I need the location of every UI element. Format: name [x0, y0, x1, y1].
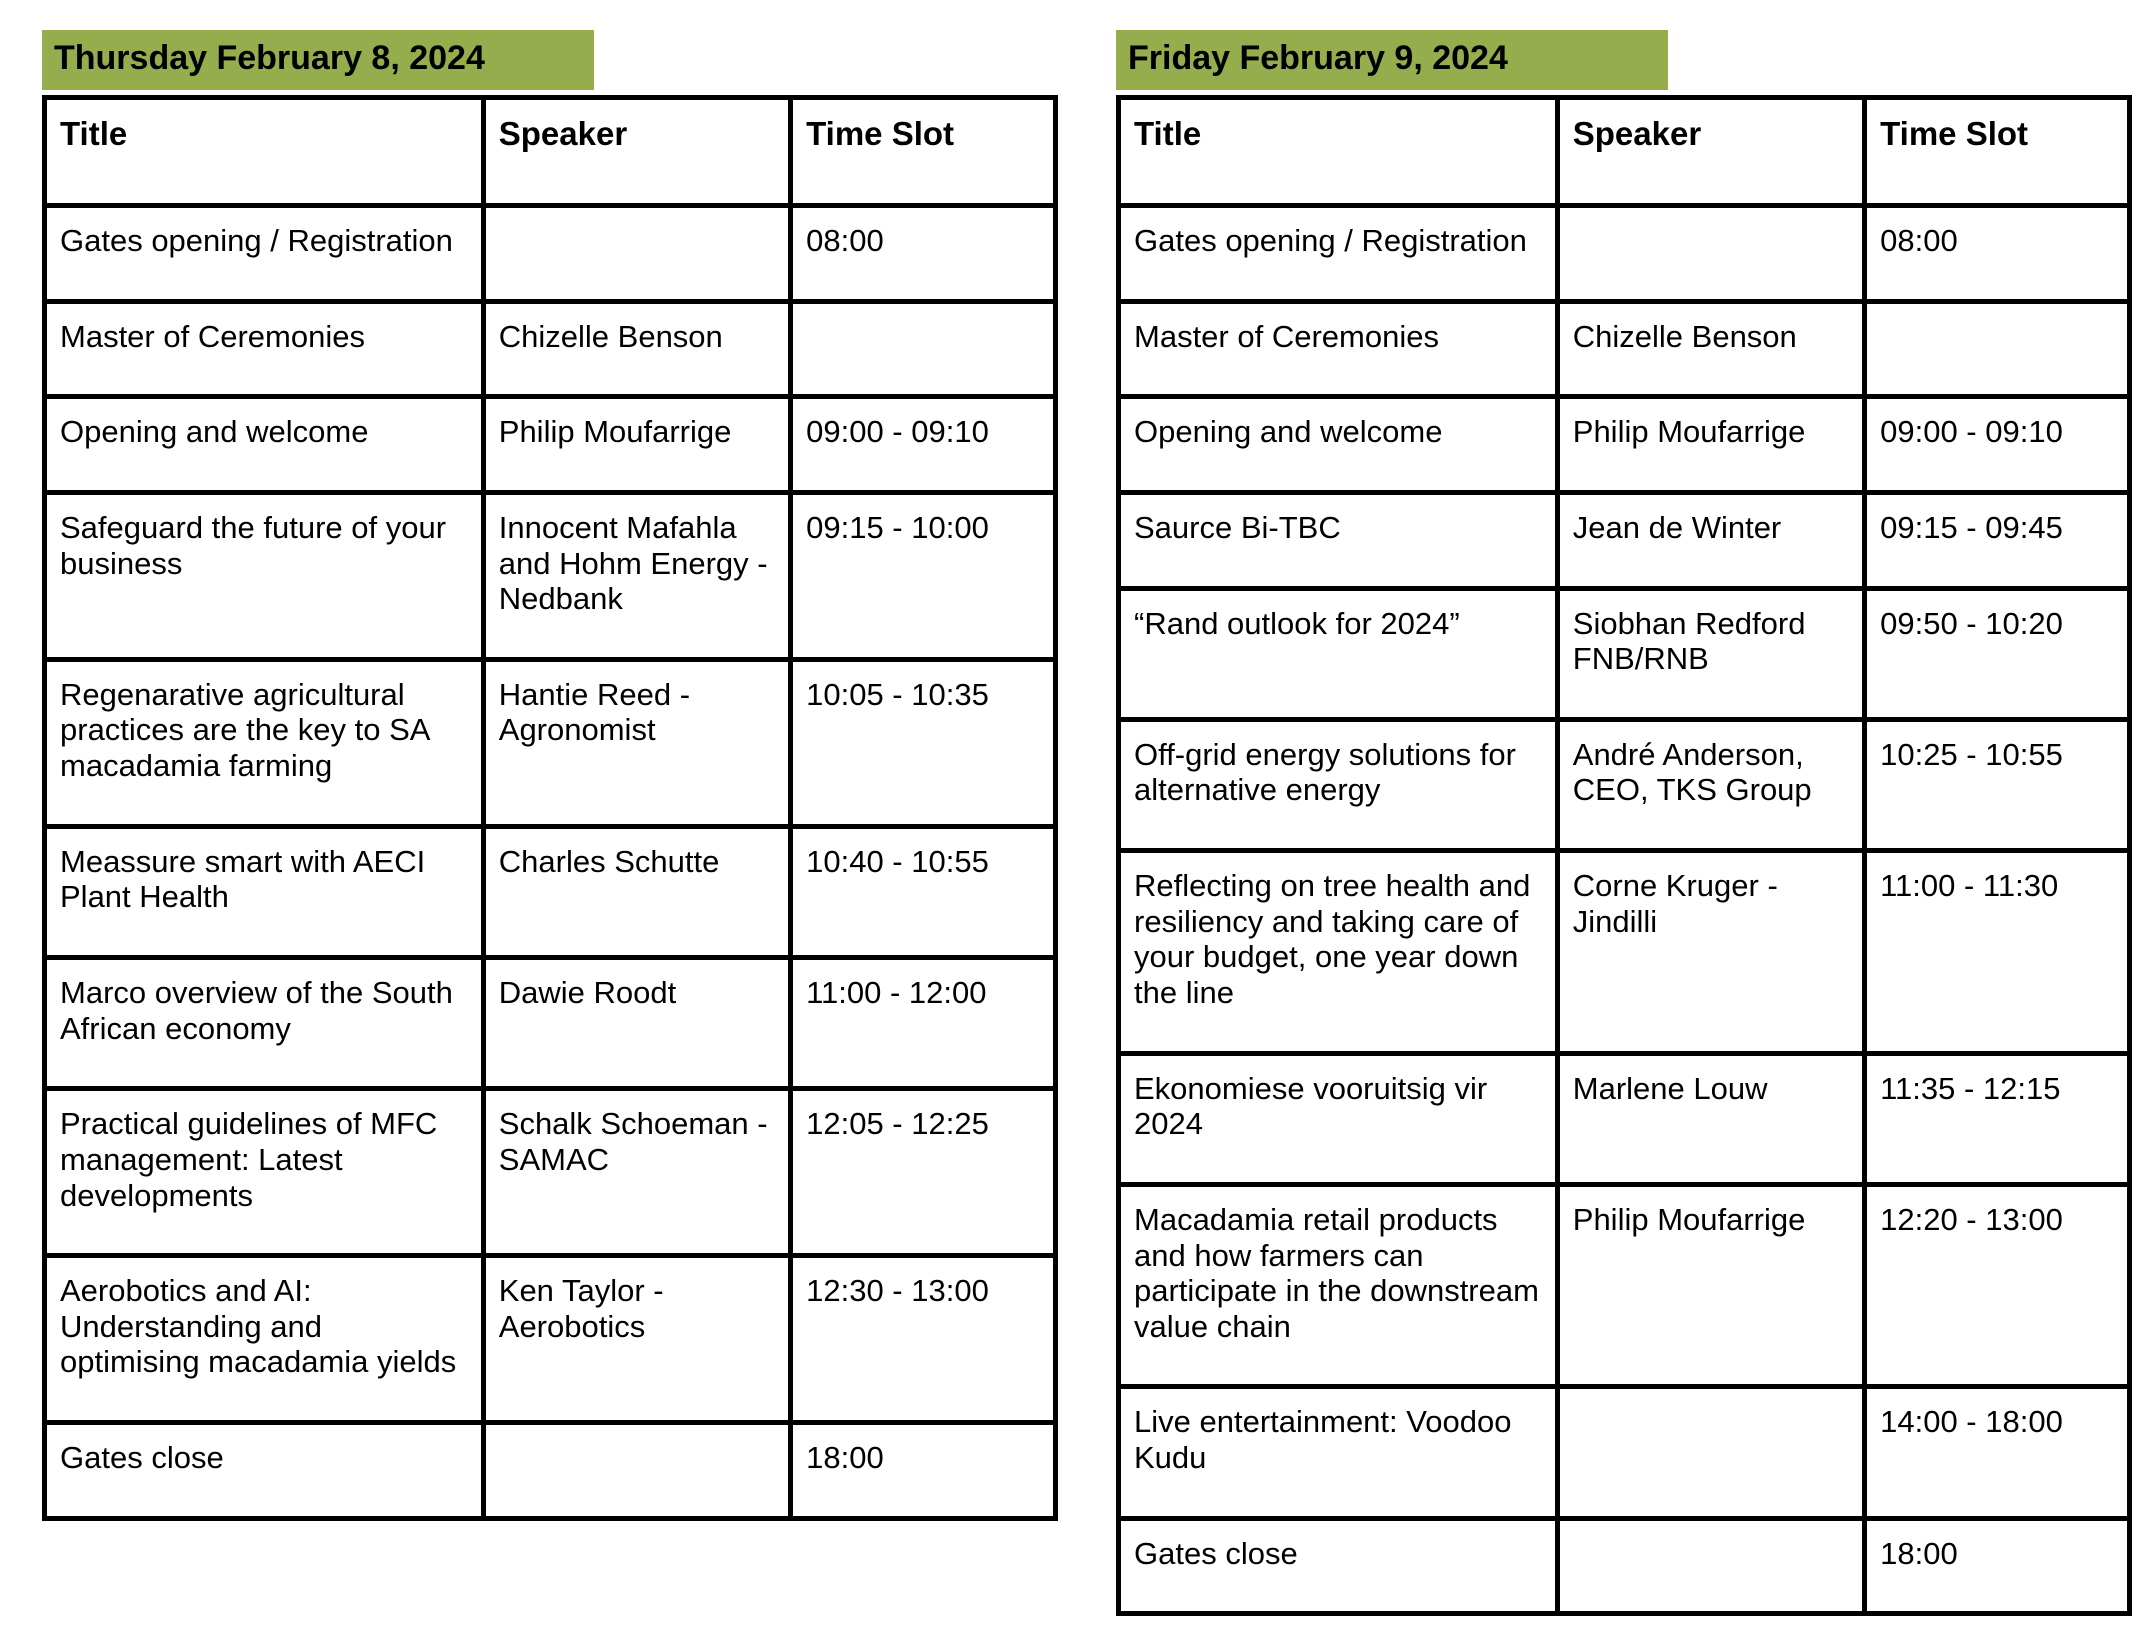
time-slot-cell: 12:20 - 13:00 [1865, 1184, 2130, 1387]
schedule-row [45, 826, 1056, 957]
session-title-cell: Regenarative agricultural practices are the key to SA macadamia farming [45, 659, 484, 826]
speaker-cell: Schalk Schoeman - SAMAC [483, 1089, 790, 1256]
time-slot-cell: 09:00 - 09:10 [1865, 397, 2130, 493]
time-slot-cell: 14:00 - 18:00 [1865, 1387, 2130, 1518]
session-title-cell: “Rand outlook for 2024” [1119, 588, 1558, 719]
session-title-cell: Gates opening / Registration [45, 205, 484, 301]
time-slot-cell: 11:35 - 12:15 [1865, 1053, 2130, 1184]
column-header-speaker: Speaker [483, 98, 790, 206]
speaker-cell: Charles Schutte [483, 826, 790, 957]
schedule-row [45, 659, 1056, 826]
session-title-cell: Master of Ceremonies [45, 301, 484, 397]
schedule-row [1119, 1053, 2130, 1184]
schedule-row [45, 397, 1056, 493]
time-slot-cell: 12:05 - 12:25 [791, 1089, 1056, 1256]
header-row [1119, 98, 2130, 206]
speaker-cell: Philip Moufarrige [483, 397, 790, 493]
time-slot-cell [791, 301, 1056, 397]
speaker-cell: Innocent Mafahla and Hohm Energy - Nedbank [483, 492, 790, 659]
time-slot-cell: 10:40 - 10:55 [791, 826, 1056, 957]
session-title-cell: Meassure smart with AECI Plant Health [45, 826, 484, 957]
speaker-cell [483, 1423, 790, 1519]
speaker-cell: Jean de Winter [1557, 492, 1864, 588]
schedule-row [45, 957, 1056, 1088]
schedule-row [1119, 719, 2130, 850]
schedule-row [1119, 492, 2130, 588]
time-slot-cell: 10:25 - 10:55 [1865, 719, 2130, 850]
session-title-cell: Opening and welcome [45, 397, 484, 493]
schedule-row [45, 205, 1056, 301]
speaker-cell: Ken Taylor - Aerobotics [483, 1256, 790, 1423]
time-slot-cell: 09:00 - 09:10 [791, 397, 1056, 493]
schedule-row [1119, 1184, 2130, 1387]
time-slot-cell: 08:00 [1865, 205, 2130, 301]
session-title-cell: Saurce Bi-TBC [1119, 492, 1558, 588]
schedule-row [1119, 1387, 2130, 1518]
schedule-row [45, 1423, 1056, 1519]
schedule-table-thursday [42, 95, 1058, 1521]
time-slot-cell: 10:05 - 10:35 [791, 659, 1056, 826]
session-title-cell: Master of Ceremonies [1119, 301, 1558, 397]
schedule-row [45, 301, 1056, 397]
time-slot-cell: 18:00 [791, 1423, 1056, 1519]
session-title-cell: Safeguard the future of your business [45, 492, 484, 659]
schedule-table-friday [1116, 95, 2132, 1616]
time-slot-cell: 12:30 - 13:00 [791, 1256, 1056, 1423]
session-title-cell: Off-grid energy solutions for alternative energy [1119, 719, 1558, 850]
speaker-cell: Corne Kruger - Jindilli [1557, 851, 1864, 1054]
speaker-cell [1557, 205, 1864, 301]
speaker-cell: André Anderson, CEO, TKS Group [1557, 719, 1864, 850]
column-header-title: Title [45, 98, 484, 206]
time-slot-cell: 08:00 [791, 205, 1056, 301]
schedule-table-body [1119, 205, 2130, 1613]
time-slot-cell: 11:00 - 12:00 [791, 957, 1056, 1088]
day-section-thursday [42, 30, 1058, 1521]
speaker-cell [483, 205, 790, 301]
schedule-row [45, 492, 1056, 659]
column-header-speaker: Speaker [1557, 98, 1864, 206]
header-row [45, 98, 1056, 206]
time-slot-cell: 11:00 - 11:30 [1865, 851, 2130, 1054]
time-slot-cell: 09:50 - 10:20 [1865, 588, 2130, 719]
session-title-cell: Gates opening / Registration [1119, 205, 1558, 301]
session-title-cell: Macadamia retail products and how farmers can participate in the downstream value chain [1119, 1184, 1558, 1387]
column-header-time-slot: Time Slot [1865, 98, 2130, 206]
speaker-cell: Dawie Roodt [483, 957, 790, 1088]
speaker-cell: Chizelle Benson [1557, 301, 1864, 397]
speaker-cell: Philip Moufarrige [1557, 1184, 1864, 1387]
schedule-row [1119, 588, 2130, 719]
time-slot-cell: 09:15 - 10:00 [791, 492, 1056, 659]
session-title-cell: Gates close [45, 1423, 484, 1519]
session-title-cell: Live entertainment: Voodoo Kudu [1119, 1387, 1558, 1518]
time-slot-cell: 09:15 - 09:45 [1865, 492, 2130, 588]
session-title-cell: Practical guidelines of MFC management: Latest developments [45, 1089, 484, 1256]
schedule-row [1119, 397, 2130, 493]
schedule-row [45, 1089, 1056, 1256]
session-title-cell: Ekonomiese vooruitsig vir 2024 [1119, 1053, 1558, 1184]
schedule-table-body [45, 205, 1056, 1518]
day-section-friday [1116, 30, 2132, 1616]
schedule-row [1119, 851, 2130, 1054]
speaker-cell: Philip Moufarrige [1557, 397, 1864, 493]
column-header-time-slot: Time Slot [791, 98, 1056, 206]
time-slot-cell: 18:00 [1865, 1518, 2130, 1614]
day-title-friday: Friday February 9, 2024 [1116, 30, 1668, 90]
column-header-title: Title [1119, 98, 1558, 206]
day-title-thursday: Thursday February 8, 2024 [42, 30, 594, 90]
session-title-cell: Reflecting on tree health and resiliency and taking care of your budget, one year down the line [1119, 851, 1558, 1054]
session-title-cell: Marco overview of the South African economy [45, 957, 484, 1088]
session-title-cell: Aerobotics and AI: Understanding and optimising macadamia yields [45, 1256, 484, 1423]
schedule-row [1119, 301, 2130, 397]
session-title-cell: Opening and welcome [1119, 397, 1558, 493]
speaker-cell: Hantie Reed - Agronomist [483, 659, 790, 826]
speaker-cell [1557, 1387, 1864, 1518]
speaker-cell: Chizelle Benson [483, 301, 790, 397]
schedule-row [1119, 205, 2130, 301]
speaker-cell: Siobhan Redford FNB/RNB [1557, 588, 1864, 719]
session-title-cell: Gates close [1119, 1518, 1558, 1614]
speaker-cell: Marlene Louw [1557, 1053, 1864, 1184]
schedule-row [45, 1256, 1056, 1423]
time-slot-cell [1865, 301, 2130, 397]
